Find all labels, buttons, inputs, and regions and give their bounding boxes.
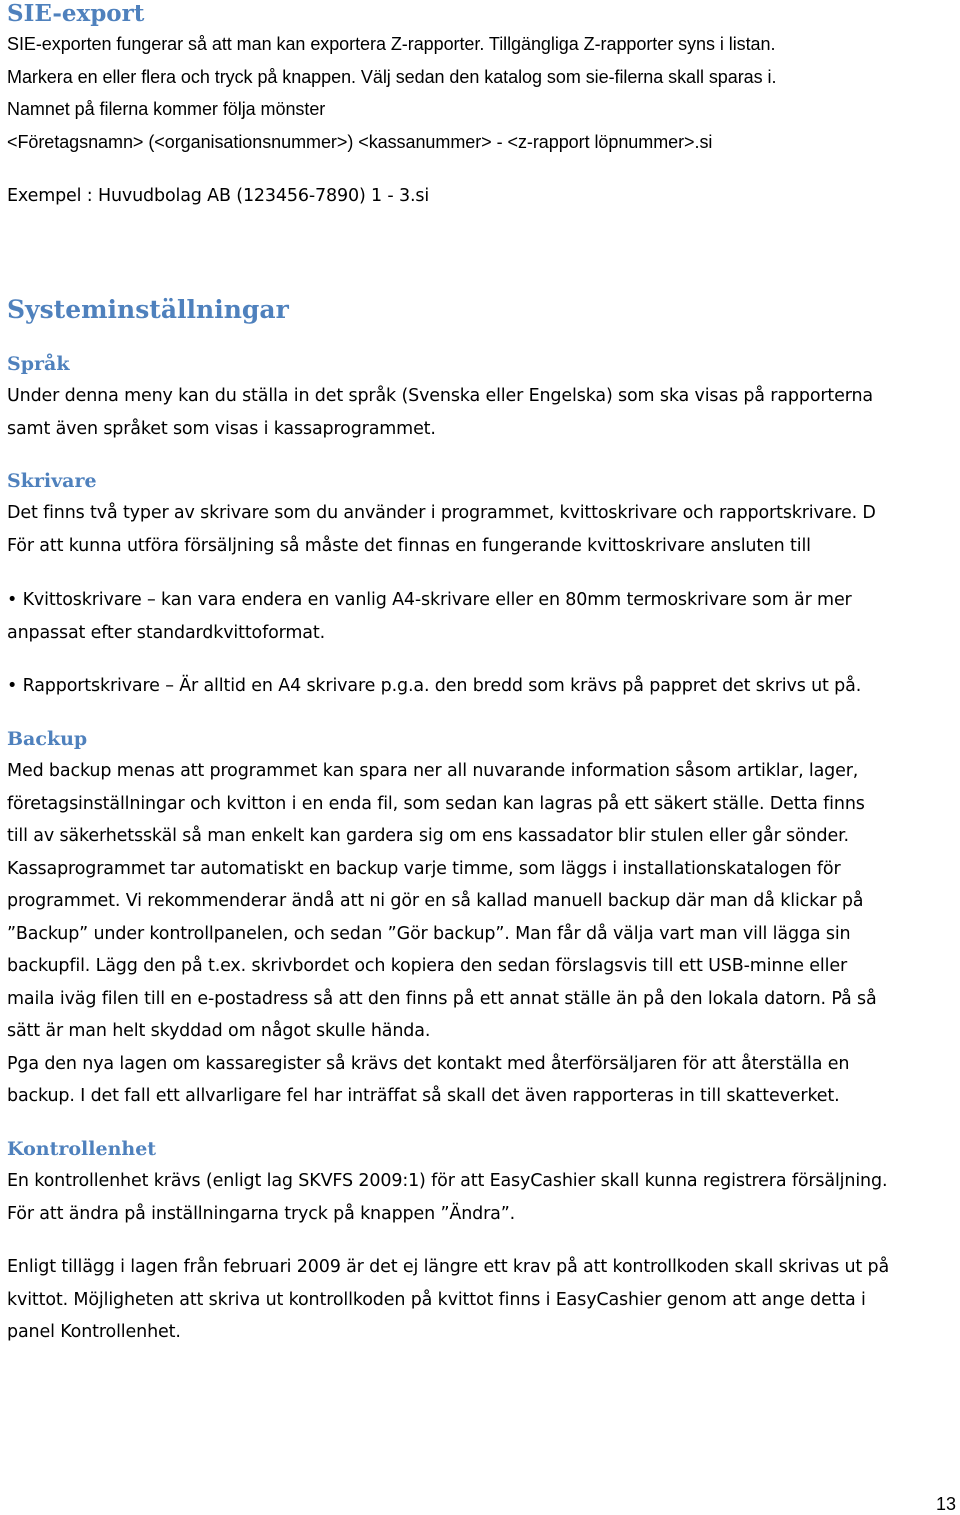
paragraph-line: Under denna meny kan du ställa in det språk (Svenska eller Engelska) som ska visas på rapporterna bbox=[7, 386, 873, 406]
systeminstallningar-heading: Systeminställningar bbox=[7, 295, 289, 324]
paragraph-line: backupfil. Lägg den på t.ex. skrivbordet och kopiera den sedan förslagsvis till ett USB-minne eller bbox=[7, 956, 848, 976]
paragraph-line: programmet. Vi rekommenderar ändå att ni gör en så kallad manuell backup där man då klickar på bbox=[7, 891, 864, 911]
paragraph-line: till av säkerhetsskäl så man enkelt kan gardera sig om ens kassadator blir stulen eller går sönder. bbox=[7, 826, 849, 846]
paragraph-line: Med backup menas att programmet kan spara ner all nuvarande information såsom artiklar, lager, bbox=[7, 761, 859, 781]
skrivare-bullet-kvittoskrivare bbox=[7, 584, 852, 649]
paragraph-line: maila iväg filen till en e-postadress så att den finns på ett annat ställe än på den lokala datorn. På så bbox=[7, 988, 877, 1009]
skrivare-paragraph bbox=[7, 497, 876, 562]
paragraph-line: Namnet på filerna kommer följa mönster bbox=[7, 99, 326, 119]
sprak-paragraph bbox=[7, 380, 873, 445]
paragraph-line: Enligt tillägg i lagen från februari 2009 är det ej längre ett krav på att kontrollkoden skall skrivas ut på bbox=[7, 1257, 890, 1277]
bullet-line: anpassat efter standardkvittoformat. bbox=[7, 622, 325, 643]
kontrollenhet-paragraph-2 bbox=[7, 1251, 889, 1349]
paragraph-line: backup. I det fall ett allvarligare fel har inträffat så skall det även rapporteras in till skatteverket. bbox=[7, 1086, 840, 1106]
backup-heading: Backup bbox=[7, 728, 88, 750]
paragraph-line: kvittot. Möjligheten att skriva ut kontrollkoden på kvittot finns i EasyCashier genom att ange detta i bbox=[7, 1289, 866, 1310]
paragraph-line: samt även språket som visas i kassaprogrammet. bbox=[7, 418, 436, 439]
sie-export-example: Exempel : Huvudbolag AB (123456-7890) 1 - 3.si bbox=[7, 186, 430, 206]
paragraph-line: Pga den nya lagen om kassaregister så krävs det kontakt med återförsäljaren för att återställa en bbox=[7, 1053, 850, 1074]
sie-export-heading: SIE-export bbox=[7, 0, 145, 27]
paragraph-line: panel Kontrollenhet. bbox=[7, 1322, 181, 1342]
kontrollenhet-paragraph bbox=[7, 1165, 887, 1230]
paragraph-line: <Företagsnamn> (<organisationsnummer>) <kassanummer> - <z-rapport löpnummer>.si bbox=[7, 131, 713, 152]
backup-paragraph bbox=[7, 755, 877, 1113]
paragraph-line: En kontrollenhet krävs (enligt lag SKVFS 2009:1) för att EasyCashier skall kunna registrera försäljning. bbox=[7, 1171, 888, 1191]
paragraph-line: sätt är man helt skyddad om något skulle hända. bbox=[7, 1021, 431, 1041]
paragraph-line: För att ändra på inställningarna tryck på knappen ”Ändra”. bbox=[7, 1203, 516, 1224]
paragraph-line: ”Backup” under kontrollpanelen, och sedan ”Gör backup”. Man får då välja vart man vill lägga sin bbox=[7, 923, 851, 944]
paragraph-line: företagsinställningar och kvitton i en enda fil, som sedan kan lagras på ett säkert ställe. Detta finns bbox=[7, 793, 865, 814]
page-number: 13 bbox=[935, 1494, 956, 1514]
bullet-line: • Kvittoskrivare – kan vara endera en vanlig A4-skrivare eller en 80mm termoskrivare som är mer bbox=[7, 590, 852, 610]
sie-export-paragraph bbox=[7, 28, 776, 158]
paragraph-line: För att kunna utföra försäljning så måste det finnas en fungerande kvittoskrivare ansluten till bbox=[7, 535, 811, 556]
paragraph-line: Markera en eller flera och tryck på knappen. Välj sedan den katalog som sie-filerna skall sparas i. bbox=[7, 66, 777, 87]
skrivare-bullet-rapportskrivare: • Rapportskrivare – Är alltid en A4 skrivare p.g.a. den bredd som krävs på pappret det skrivs ut på. bbox=[7, 676, 862, 696]
paragraph-line: SIE-exporten fungerar så att man kan exportera Z-rapporter. Tillgängliga Z-rapporter syns i listan. bbox=[7, 34, 776, 54]
skrivare-heading: Skrivare bbox=[7, 470, 97, 492]
kontrollenhet-heading: Kontrollenhet bbox=[7, 1138, 157, 1160]
sprak-heading: Språk bbox=[7, 353, 70, 375]
paragraph-line: Kassaprogrammet tar automatiskt en backup varje timme, som läggs i installationskatalogen för bbox=[7, 858, 841, 879]
paragraph-line: Det finns två typer av skrivare som du använder i programmet, kvittoskrivare och rapportskrivare. D bbox=[7, 503, 876, 523]
